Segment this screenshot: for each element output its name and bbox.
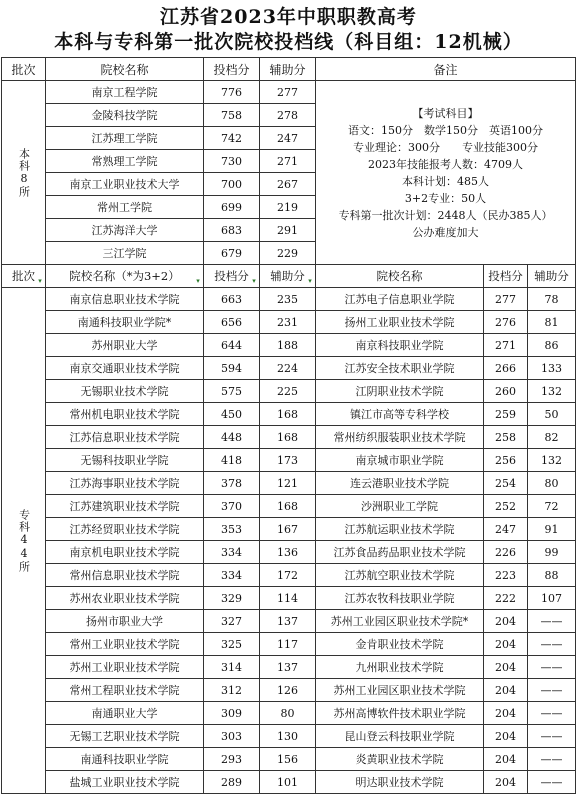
- school-cell: 常州机电职业技术学院: [46, 403, 204, 426]
- score-cell: 309: [204, 702, 260, 725]
- aux-cell: 126: [260, 679, 316, 702]
- school-cell-right: 金肯职业技术学院: [316, 633, 484, 656]
- school-cell-right: 江苏食品药品职业技术学院: [316, 541, 484, 564]
- filter-icon[interactable]: ▾: [196, 277, 200, 285]
- admission-score-table: [1, 57, 576, 794]
- aux-cell: 291: [260, 219, 316, 242]
- score-cell: 450: [204, 403, 260, 426]
- college-section: [2, 288, 576, 794]
- header2-score[interactable]: 投档分 ▾: [204, 265, 260, 288]
- note-line: 2023年技能报考人数：4709人: [368, 157, 524, 171]
- aux-cell-right: 80: [528, 472, 576, 495]
- score-cell-right: 204: [484, 633, 528, 656]
- score-cell: 303: [204, 725, 260, 748]
- score-cell: 327: [204, 610, 260, 633]
- header-batch: 批次: [2, 58, 46, 81]
- score-cell-right: 223: [484, 564, 528, 587]
- aux-cell-right: ——: [528, 748, 576, 771]
- score-cell-right: 204: [484, 771, 528, 794]
- aux-cell: 168: [260, 426, 316, 449]
- table-row: [2, 495, 576, 518]
- score-cell: 325: [204, 633, 260, 656]
- table-row: [2, 81, 576, 104]
- note-line: 语文：150分 数学150分 英语100分: [348, 123, 544, 137]
- batch-label-undergrad: 本科8所: [2, 81, 46, 265]
- table-row: [2, 702, 576, 725]
- score-cell-right: 271: [484, 334, 528, 357]
- aux-cell: 267: [260, 173, 316, 196]
- score-cell-right: 259: [484, 403, 528, 426]
- school-cell: 南通职业大学: [46, 702, 204, 725]
- score-cell-right: 204: [484, 725, 528, 748]
- note-line: 【考试科目】: [412, 106, 479, 120]
- score-cell-right: 226: [484, 541, 528, 564]
- aux-cell-right: ——: [528, 725, 576, 748]
- note-line: 本科计划：485人: [402, 174, 490, 188]
- school-cell-right: 九州职业技术学院: [316, 656, 484, 679]
- filter-icon[interactable]: ▾: [38, 277, 42, 285]
- aux-cell-right: ——: [528, 679, 576, 702]
- school-cell: 江苏海洋大学: [46, 219, 204, 242]
- school-cell: 苏州工业职业技术学院: [46, 656, 204, 679]
- school-cell-right: 昆山登云科技职业学院: [316, 725, 484, 748]
- table-row: [2, 472, 576, 495]
- score-cell: 575: [204, 380, 260, 403]
- school-cell: 无锡科技职业学院: [46, 449, 204, 472]
- aux-cell-right: 81: [528, 311, 576, 334]
- school-cell-right: 江苏航空职业技术学院: [316, 564, 484, 587]
- table-row: [2, 725, 576, 748]
- school-cell: 扬州市职业大学: [46, 610, 204, 633]
- undergrad-section: [2, 81, 576, 265]
- score-cell: 312: [204, 679, 260, 702]
- score-cell: 314: [204, 656, 260, 679]
- score-cell: 663: [204, 288, 260, 311]
- score-cell-right: 252: [484, 495, 528, 518]
- school-cell: 常熟理工学院: [46, 150, 204, 173]
- score-cell-right: 204: [484, 610, 528, 633]
- table-row: [2, 541, 576, 564]
- school-cell-right: 苏州工业园区职业技术学院: [316, 679, 484, 702]
- filter-icon[interactable]: ▾: [252, 277, 256, 285]
- note-line: 专科第一批次计划：2448人（民办385人）: [338, 208, 553, 222]
- score-cell: 776: [204, 81, 260, 104]
- score-cell-right: 258: [484, 426, 528, 449]
- school-cell: 江苏建筑职业技术学院: [46, 495, 204, 518]
- batch-label-college: 专科44所: [2, 288, 46, 794]
- table-row: [2, 403, 576, 426]
- score-cell: 329: [204, 587, 260, 610]
- aux-cell-right: 132: [528, 380, 576, 403]
- school-cell-right: 沙洲职业工学院: [316, 495, 484, 518]
- school-cell: 常州工程职业技术学院: [46, 679, 204, 702]
- school-cell: 盐城工业职业技术学院: [46, 771, 204, 794]
- aux-cell-right: 99: [528, 541, 576, 564]
- score-cell: 679: [204, 242, 260, 265]
- table-row: [2, 380, 576, 403]
- score-cell-right: 222: [484, 587, 528, 610]
- school-cell: 南京工程学院: [46, 81, 204, 104]
- school-cell-right: 南京科技职业学院: [316, 334, 484, 357]
- school-cell-right: 炎黄职业技术学院: [316, 748, 484, 771]
- note-line: 公办难度加大: [412, 225, 479, 239]
- score-cell-right: 204: [484, 656, 528, 679]
- header2-school-right: 院校名称: [316, 265, 484, 288]
- aux-cell: 168: [260, 495, 316, 518]
- school-cell: 南京机电职业技术学院: [46, 541, 204, 564]
- school-cell: 无锡职业技术学院: [46, 380, 204, 403]
- aux-cell: 114: [260, 587, 316, 610]
- score-cell: 742: [204, 127, 260, 150]
- score-cell-right: 260: [484, 380, 528, 403]
- aux-cell: 219: [260, 196, 316, 219]
- score-cell: 289: [204, 771, 260, 794]
- aux-cell: 278: [260, 104, 316, 127]
- aux-cell: 173: [260, 449, 316, 472]
- score-cell-right: 277: [484, 288, 528, 311]
- school-cell-right: 镇江市高等专科学校: [316, 403, 484, 426]
- score-cell-right: 247: [484, 518, 528, 541]
- aux-cell: 101: [260, 771, 316, 794]
- table-row: [2, 426, 576, 449]
- aux-cell: 277: [260, 81, 316, 104]
- school-cell: 南京信息职业技术学院: [46, 288, 204, 311]
- header-school: 院校名称: [46, 58, 204, 81]
- header-score: 投档分: [204, 58, 260, 81]
- aux-cell: 247: [260, 127, 316, 150]
- school-cell: 南通科技职业学院*: [46, 311, 204, 334]
- score-cell: 370: [204, 495, 260, 518]
- school-cell: 无锡工艺职业技术学院: [46, 725, 204, 748]
- aux-cell: 271: [260, 150, 316, 173]
- school-cell: 常州工学院: [46, 196, 204, 219]
- score-cell: 378: [204, 472, 260, 495]
- table-row: [2, 288, 576, 311]
- page-title-line1: 江苏省2023年中职职教高考: [160, 6, 417, 28]
- score-cell: 353: [204, 518, 260, 541]
- school-cell-right: 常州纺织服装职业技术学院: [316, 426, 484, 449]
- aux-cell: 130: [260, 725, 316, 748]
- header2-batch[interactable]: 批次 ▾: [2, 265, 46, 288]
- score-cell-right: 276: [484, 311, 528, 334]
- score-cell-right: 204: [484, 702, 528, 725]
- table-row: [2, 311, 576, 334]
- page-title-line2: 本科与专科第一批次院校投档线（科目组：12机械）: [54, 31, 523, 53]
- score-cell: 730: [204, 150, 260, 173]
- aux-cell-right: ——: [528, 702, 576, 725]
- score-cell: 700: [204, 173, 260, 196]
- school-cell: 江苏海事职业技术学院: [46, 472, 204, 495]
- header2-aux[interactable]: 辅助分 ▾: [260, 265, 316, 288]
- score-cell: 644: [204, 334, 260, 357]
- aux-cell: 168: [260, 403, 316, 426]
- score-cell-right: 254: [484, 472, 528, 495]
- table-row: [2, 587, 576, 610]
- note-line: 3+2专业：50人: [404, 191, 487, 205]
- notes-cell: [316, 81, 576, 265]
- school-cell: 常州工业职业技术学院: [46, 633, 204, 656]
- aux-cell: 137: [260, 656, 316, 679]
- aux-cell: 188: [260, 334, 316, 357]
- school-cell: 常州信息职业技术学院: [46, 564, 204, 587]
- school-cell-right: 扬州工业职业技术学院: [316, 311, 484, 334]
- table-row: [2, 633, 576, 656]
- school-cell: 三江学院: [46, 242, 204, 265]
- score-cell: 448: [204, 426, 260, 449]
- score-cell: 683: [204, 219, 260, 242]
- aux-cell-right: 72: [528, 495, 576, 518]
- school-cell-right: 明达职业技术学院: [316, 771, 484, 794]
- school-cell: 苏州职业大学: [46, 334, 204, 357]
- table-row: [2, 679, 576, 702]
- aux-cell-right: 78: [528, 288, 576, 311]
- aux-cell-right: ——: [528, 656, 576, 679]
- aux-cell: 156: [260, 748, 316, 771]
- score-cell: 418: [204, 449, 260, 472]
- score-cell-right: 204: [484, 679, 528, 702]
- aux-cell: 136: [260, 541, 316, 564]
- aux-cell-right: 107: [528, 587, 576, 610]
- school-cell-right: 南京城市职业学院: [316, 449, 484, 472]
- school-cell-right: 连云港职业技术学院: [316, 472, 484, 495]
- score-cell-right: 256: [484, 449, 528, 472]
- aux-cell: 117: [260, 633, 316, 656]
- score-cell: 334: [204, 564, 260, 587]
- school-cell-right: 江苏安全技术职业学院: [316, 357, 484, 380]
- school-cell: 南通科技职业学院: [46, 748, 204, 771]
- header-notes: 备注: [316, 58, 576, 81]
- table-row: [2, 771, 576, 794]
- aux-cell-right: ——: [528, 633, 576, 656]
- aux-cell: 225: [260, 380, 316, 403]
- aux-cell-right: 133: [528, 357, 576, 380]
- filter-icon[interactable]: ▾: [308, 277, 312, 285]
- school-cell: 南京交通职业技术学院: [46, 357, 204, 380]
- school-cell: 江苏经贸职业技术学院: [46, 518, 204, 541]
- aux-cell-right: 82: [528, 426, 576, 449]
- score-cell: 758: [204, 104, 260, 127]
- score-cell: 334: [204, 541, 260, 564]
- aux-cell: 137: [260, 610, 316, 633]
- aux-cell: 231: [260, 311, 316, 334]
- score-cell-right: 266: [484, 357, 528, 380]
- aux-cell-right: ——: [528, 771, 576, 794]
- note-line: 专业理论：300分 专业技能300分: [353, 140, 539, 154]
- aux-cell: 121: [260, 472, 316, 495]
- aux-cell-right: 88: [528, 564, 576, 587]
- school-cell: 江苏信息职业技术学院: [46, 426, 204, 449]
- aux-cell: 224: [260, 357, 316, 380]
- school-cell-right: 江苏电子信息职业学院: [316, 288, 484, 311]
- header-aux: 辅助分: [260, 58, 316, 81]
- table-row: [2, 518, 576, 541]
- school-cell: 苏州农业职业技术学院: [46, 587, 204, 610]
- school-cell-right: 苏州工业园区职业技术学院*: [316, 610, 484, 633]
- aux-cell-right: 91: [528, 518, 576, 541]
- aux-cell-right: ——: [528, 610, 576, 633]
- table-row: [2, 610, 576, 633]
- score-cell: 293: [204, 748, 260, 771]
- header2-score-right: 投档分: [484, 265, 528, 288]
- aux-cell: 167: [260, 518, 316, 541]
- header2-aux-right: 辅助分: [528, 265, 576, 288]
- aux-cell-right: 132: [528, 449, 576, 472]
- score-cell: 699: [204, 196, 260, 219]
- school-cell-right: 江阴职业技术学院: [316, 380, 484, 403]
- score-cell: 594: [204, 357, 260, 380]
- table-row: [2, 334, 576, 357]
- aux-cell: 229: [260, 242, 316, 265]
- table-row: [2, 357, 576, 380]
- table-row: [2, 564, 576, 587]
- table-row: [2, 748, 576, 771]
- score-cell: 656: [204, 311, 260, 334]
- school-cell: 江苏理工学院: [46, 127, 204, 150]
- table-row: [2, 449, 576, 472]
- school-cell: 金陵科技学院: [46, 104, 204, 127]
- aux-cell-right: 86: [528, 334, 576, 357]
- aux-cell: 80: [260, 702, 316, 725]
- table-row: [2, 656, 576, 679]
- school-cell: 南京工业职业技术大学: [46, 173, 204, 196]
- aux-cell: 172: [260, 564, 316, 587]
- school-cell-right: 江苏航运职业技术学院: [316, 518, 484, 541]
- aux-cell: 235: [260, 288, 316, 311]
- school-cell-right: 江苏农牧科技职业学院: [316, 587, 484, 610]
- school-cell-right: 苏州高博软件技术职业学院: [316, 702, 484, 725]
- aux-cell-right: 50: [528, 403, 576, 426]
- header2-school[interactable]: 院校名称（*为3+2） ▾: [46, 265, 204, 288]
- score-cell-right: 204: [484, 748, 528, 771]
